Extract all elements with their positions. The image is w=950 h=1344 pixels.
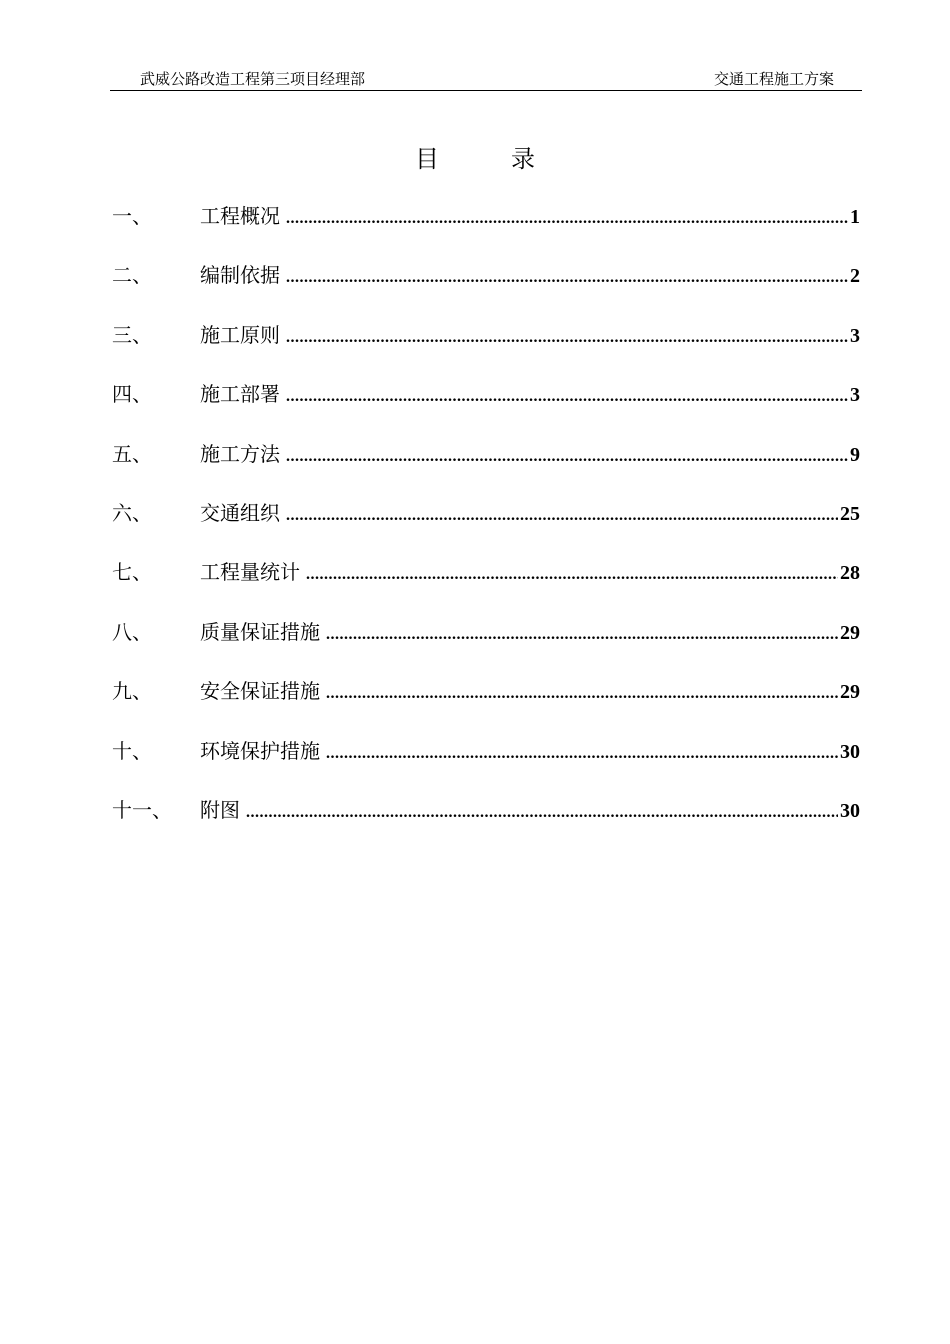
- toc-dot-leader: [326, 738, 838, 770]
- toc-entry-title: 交通组织: [200, 500, 280, 525]
- toc-entry-number: 六、: [112, 500, 152, 525]
- toc-dot-leader: [246, 797, 838, 829]
- toc-entry-title: 工程量统计: [200, 560, 300, 585]
- header-document-name: 交通工程施工方案: [713, 70, 834, 88]
- toc-entry-line: [200, 794, 860, 829]
- toc-dot-leader: [286, 262, 848, 294]
- toc-entry[interactable]: [112, 497, 860, 556]
- toc-dot-leader: [286, 322, 848, 354]
- toc-entry-page-number: 9: [850, 443, 860, 466]
- toc-entry[interactable]: [112, 200, 860, 259]
- table-of-contents: [112, 200, 860, 853]
- toc-entry-number: 十一、: [112, 797, 172, 822]
- toc-entry-line: [200, 556, 860, 591]
- toc-entry-title: 环境保护措施: [200, 738, 320, 763]
- toc-dot-leader: [326, 678, 838, 710]
- page-header: [110, 66, 862, 91]
- toc-entry-title: 施工部署: [200, 382, 280, 407]
- toc-entry[interactable]: [112, 675, 860, 734]
- toc-entry-title: 质量保证措施: [200, 619, 320, 644]
- toc-dot-leader: [306, 559, 838, 591]
- toc-entry-title: 安全保证措施: [200, 679, 320, 704]
- toc-entry-number: 十、: [112, 738, 152, 763]
- toc-entry[interactable]: [112, 378, 860, 437]
- toc-entry-number: 八、: [112, 619, 152, 644]
- toc-entry-number: 九、: [112, 679, 152, 704]
- toc-entry-line: [200, 438, 860, 473]
- toc-entry-page-number: 29: [840, 681, 860, 704]
- toc-entry-line: [200, 319, 860, 354]
- toc-entry-line: [200, 200, 860, 235]
- toc-entry-number: 四、: [112, 382, 152, 407]
- toc-entry-page-number: 3: [850, 324, 860, 347]
- toc-dot-leader: [286, 381, 848, 413]
- toc-entry-title: 工程概况: [200, 204, 280, 228]
- toc-entry[interactable]: [112, 319, 860, 378]
- toc-entry-line: [200, 616, 860, 651]
- toc-entry-page-number: 30: [840, 799, 860, 822]
- toc-entry-number: 一、: [112, 204, 152, 228]
- toc-entry-number: 二、: [112, 263, 152, 288]
- toc-entry-page-number: 2: [850, 265, 860, 288]
- toc-entry[interactable]: [112, 794, 860, 853]
- toc-entry-page-number: 30: [840, 740, 860, 763]
- toc-entry-line: [200, 735, 860, 770]
- toc-entry-number: 七、: [112, 560, 152, 585]
- toc-entry-page-number: 3: [850, 384, 860, 407]
- toc-entry-line: [200, 378, 860, 413]
- toc-entry-page-number: 28: [840, 562, 860, 585]
- header-project-name: 武威公路改造工程第三项目经理部: [140, 70, 366, 88]
- toc-dot-leader: [286, 441, 848, 473]
- toc-entry[interactable]: [112, 616, 860, 675]
- toc-entry[interactable]: [112, 556, 860, 615]
- toc-dot-leader: [286, 500, 838, 532]
- toc-entry[interactable]: [112, 735, 860, 794]
- toc-dot-leader: [326, 619, 838, 651]
- toc-entry-title: 附图: [200, 797, 240, 822]
- toc-entry[interactable]: [112, 438, 860, 497]
- toc-title: 目 录: [415, 145, 535, 173]
- toc-dot-leader: [286, 203, 848, 235]
- toc-entry-page-number: 1: [850, 206, 860, 228]
- toc-entry-title: 施工原则: [200, 322, 280, 347]
- toc-entry[interactable]: [112, 259, 860, 318]
- toc-entry-title: 施工方法: [200, 441, 280, 466]
- toc-entry-line: [200, 497, 860, 532]
- toc-entry-page-number: 25: [840, 502, 860, 525]
- toc-entry-line: [200, 259, 860, 294]
- toc-entry-number: 五、: [112, 441, 152, 466]
- toc-entry-line: [200, 675, 860, 710]
- toc-entry-number: 三、: [112, 322, 152, 347]
- toc-entry-page-number: 29: [840, 621, 860, 644]
- toc-entry-title: 编制依据: [200, 263, 280, 288]
